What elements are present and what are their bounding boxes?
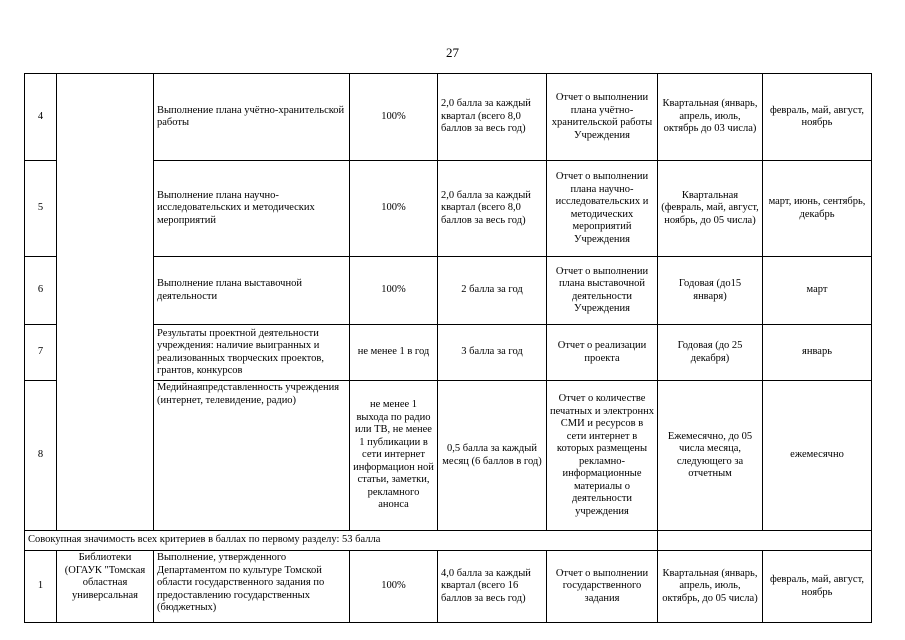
report-cell: Отчет о выполнении плана выставочной деятельности Учреждения (547, 257, 658, 325)
periodicity-cell: Годовая (до15 января) (658, 257, 763, 325)
row-number: 4 (25, 74, 57, 161)
target-cell: 100% (350, 551, 438, 623)
indicator-cell: Выполнение плана учётно-хранительской работы (154, 74, 350, 161)
row-number: 7 (25, 325, 57, 381)
indicator-cell: Выполнение плана научно-исследовательских и методических мероприятий (154, 161, 350, 257)
months-cell: февраль, май, август, ноябрь (763, 551, 872, 623)
institution-cell: Библиотеки (ОГАУК "Томская областная универсальная (57, 551, 154, 623)
row-number: 6 (25, 257, 57, 325)
indicator-cell: Выполнение, утвержденного Департаментом по культуре Томской области государственного задания по предоставлению государственных (бюджетных) (154, 551, 350, 623)
row-number: 8 (25, 381, 57, 531)
total-score-text: Совокупная значимость всех критериев в баллах по первому разделу: 53 балла (25, 531, 658, 551)
report-cell: Отчет о реализации проекта (547, 325, 658, 381)
indicator-cell: Выполнение плана выставочной деятельности (154, 257, 350, 325)
report-cell: Отчет о выполнении плана учётно-хранительской работы Учреждения (547, 74, 658, 161)
total-empty-cell (658, 531, 872, 551)
score-cell: 2,0 балла за каждый квартал (всего 8,0 баллов за весь год) (438, 74, 547, 161)
score-cell: 3 балла за год (438, 325, 547, 381)
row-number: 5 (25, 161, 57, 257)
score-cell: 4,0 балла за каждый квартал (всего 16 баллов за весь год) (438, 551, 547, 623)
periodicity-cell: Ежемесячно, до 05 числа месяца, следующего за отчетным (658, 381, 763, 531)
report-cell: Отчет о выполнении государственного задания (547, 551, 658, 623)
report-cell: Отчет о количестве печатных и электроннх СМИ и ресурсов в сети интернет в которых размещены рекламно-информационные материалы о деятельности учреждения (547, 381, 658, 531)
target-cell: 100% (350, 161, 438, 257)
row-number: 1 (25, 551, 57, 623)
table-row (25, 551, 872, 623)
score-cell: 0,5 балла за каждый месяц (6 баллов в год) (438, 381, 547, 531)
months-cell: март, июнь, сентябрь, декабрь (763, 161, 872, 257)
criteria-table (24, 73, 872, 623)
report-cell: Отчет о выполнении плана научно-исследовательских и методических мероприятий Учреждения (547, 161, 658, 257)
score-cell: 2,0 балла за каждый квартал (всего 8,0 баллов за весь год) (438, 161, 547, 257)
target-cell: 100% (350, 257, 438, 325)
months-cell: февраль, май, август, ноябрь (763, 74, 872, 161)
indicator-cell: Результаты проектной деятельности учреждения: наличие выигранных и реализованных творческих проектов, грантов, конкурсов (154, 325, 350, 381)
periodicity-cell: Квартальная (январь, апрель, июль, октябрь, до 05 числа) (658, 551, 763, 623)
periodicity-cell: Годовая (до 25 декабря) (658, 325, 763, 381)
periodicity-cell: Квартальная (февраль, май, август, ноябрь, до 05 числа) (658, 161, 763, 257)
periodicity-cell: Квартальная (январь, апрель, июль, октябрь до 03 числа) (658, 74, 763, 161)
months-cell: январь (763, 325, 872, 381)
months-cell: ежемесячно (763, 381, 872, 531)
table-row (25, 74, 872, 161)
target-cell: не менее 1 выхода по радио или ТВ, не менее 1 публикации в сети интернет информацион ной статьи, заметки, рекламного анонса (350, 381, 438, 531)
page-number: 27 (446, 45, 459, 60)
indicator-cell: Медийнаяпредставленность учреждения (интернет, телевидение, радио) (154, 381, 350, 531)
target-cell: не менее 1 в год (350, 325, 438, 381)
institution-cell (57, 74, 154, 531)
months-cell: март (763, 257, 872, 325)
score-cell: 2 балла за год (438, 257, 547, 325)
target-cell: 100% (350, 74, 438, 161)
table-row (25, 531, 872, 551)
